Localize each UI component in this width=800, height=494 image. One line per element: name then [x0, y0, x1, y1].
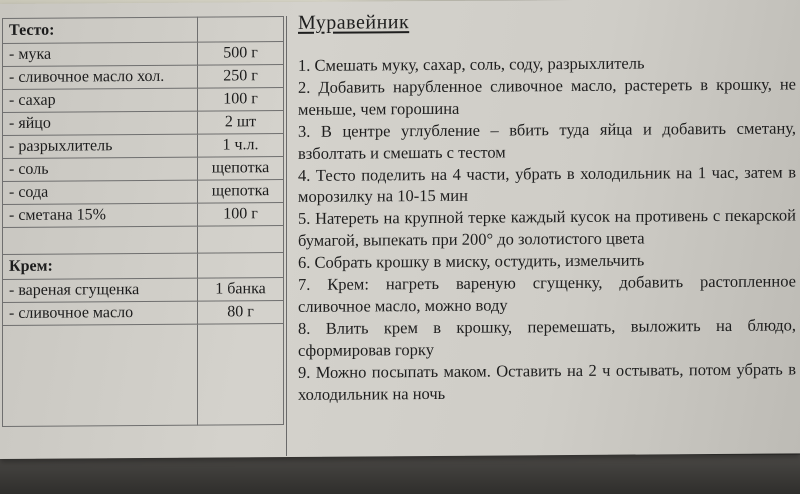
step-item: 5. Натереть на крупной терке каждый кусок на противень с пекарской бумагой, выпекать при 200° до золотистого цвета — [298, 205, 796, 251]
ingredient-amount: 100 г — [198, 203, 284, 227]
background-bottom — [0, 455, 800, 494]
ingredient-name: - сметана 15% — [3, 203, 198, 227]
ingredient-amount: 250 г — [198, 65, 284, 89]
ingredient-amount: 100 г — [198, 88, 284, 112]
ingredient-amount: 1 ч.л. — [198, 134, 284, 158]
cream-heading: Крем: — [3, 253, 198, 279]
ingredients-panel — [2, 16, 287, 458]
ingredient-amount: 1 банка — [198, 278, 284, 302]
ingredient-amount: 2 шт — [198, 111, 284, 135]
step-item: 8. Влить крем в крошку, перемешать, выложить на блюдо, сформировав горку — [298, 315, 796, 360]
ingredient-name: - сода — [3, 180, 198, 204]
dough-heading: Тесто: — [3, 17, 198, 43]
step-item: 3. В центре углубление – вбить туда яйца и добавить сметану, взболтать и смешать с тестом — [298, 118, 796, 163]
ingredient-name: - яйцо — [3, 111, 198, 135]
ingredient-name: - сливочное масло хол. — [3, 65, 198, 89]
cream-heading-empty — [198, 253, 284, 279]
empty-cell — [198, 324, 284, 426]
ingredient-name: - сахар — [3, 88, 198, 112]
ingredient-amount: 500 г — [198, 42, 284, 66]
ingredient-amount: 80 г — [198, 301, 284, 325]
step-item: 7. Крем: нагреть вареную сгущенку, добавить растопленное сливочное масло, можно воду — [298, 271, 796, 316]
ingredient-name: - мука — [3, 42, 198, 66]
recipe-title: Муравейник — [298, 11, 410, 34]
ingredient-name: - соль — [3, 157, 198, 181]
steps-list — [298, 51, 796, 405]
step-item: 2. Добавить нарубленное сливочное масло, растереть в крошку, не меньше, чем горошина — [298, 74, 796, 119]
step-item: 4. Тесто поделить на 4 части, убрать в холодильник на 1 час, затем в морозилку на 10-15 мин — [298, 161, 796, 207]
ingredient-name: - разрыхлитель — [3, 134, 198, 158]
step-item: 9. Можно посыпать маком. Оставить на 2 ч остывать, потом убрать в холодильник на ночь — [298, 359, 796, 404]
empty-cell — [3, 226, 198, 254]
empty-cell — [3, 324, 198, 426]
empty-cell — [198, 226, 284, 254]
dough-heading-empty — [198, 17, 284, 43]
step-item: 6. Собрать крошку в миску, остудить, измельчить — [298, 250, 645, 273]
ingredient-amount: щепотка — [198, 180, 284, 204]
ingredient-name: - вареная сгущенка — [3, 278, 198, 302]
step-item: 1. Смешать муку, сахар, соль, соду, разрыхлитель — [298, 53, 645, 75]
instructions-panel — [290, 6, 796, 405]
ingredient-name: - сливочное масло — [3, 301, 198, 325]
ingredients-table — [2, 16, 284, 427]
ingredient-amount: щепотка — [198, 157, 284, 181]
